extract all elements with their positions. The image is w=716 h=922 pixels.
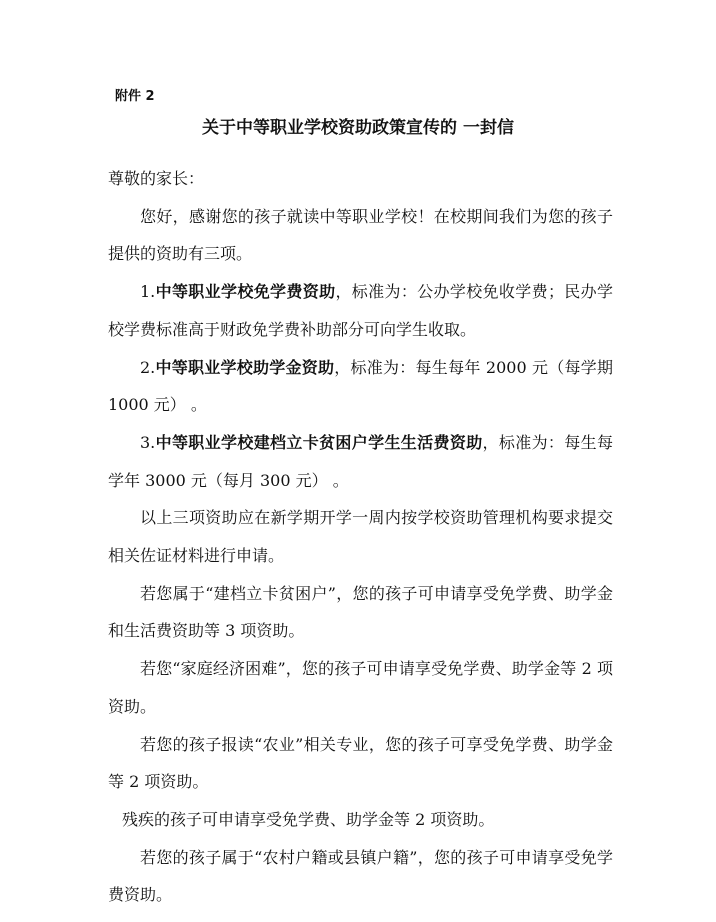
aid-item-1 bbox=[108, 273, 613, 348]
aid-item-name: 中等职业学校免学费资助 bbox=[155, 282, 336, 302]
aid-item-3 bbox=[108, 424, 613, 499]
aid-item-number: 2. bbox=[140, 357, 156, 377]
rural-household-paragraph: 若您的孩子属于“农村户籍或县镇户籍”，您的孩子可申请享受免学费资助。 bbox=[108, 847, 613, 905]
aid-item-name: 中等职业学校建档立卡贫困户学生生活费资助 bbox=[155, 432, 483, 452]
application-paragraph: 以上三项资助应在新学期开学一周内按学校资助管理机构要求提交相关佐证材料进行申请。 bbox=[108, 508, 613, 566]
financial-difficulty-paragraph: 若您“家庭经济困难”，您的孩子可申请享受免学费、助学金等 2 项资助。 bbox=[108, 659, 613, 716]
aid-item-2 bbox=[108, 349, 613, 424]
intro-paragraph: 您好，感谢您的孩子就读中等职业学校！在校期间我们为您的孩子提供的资助有三项。 bbox=[108, 206, 613, 264]
agriculture-paragraph: 若您的孩子报读“农业”相关专业，您的孩子可享受免学费、助学金等 2 项资助。 bbox=[108, 734, 613, 792]
aid-item-number: 1. bbox=[140, 282, 156, 302]
aid-item-text: ，标准为：公办学校免收学费；民办学校学费标准高于财政免学费补助部分可向学生收取。 bbox=[108, 282, 613, 339]
aid-item-number: 3. bbox=[140, 432, 156, 452]
aid-item-text: ，标准为：每生每学年 3000 元（每月 300 元） 。 bbox=[108, 432, 613, 490]
salutation: 尊敬的家长： bbox=[108, 169, 205, 188]
document-title: 关于中等职业学校资助政策宣传的 一封信 bbox=[202, 118, 514, 138]
poverty-household-paragraph: 若您属于“建档立卡贫困户”，您的孩子可申请享受免学费、助学金和生活费资助等 3 项资助。 bbox=[108, 583, 613, 641]
attachment-label: 附件 2 bbox=[115, 89, 155, 104]
letter-body bbox=[108, 160, 613, 914]
aid-item-text: ，标准为：每生每年 2000 元（每学期 1000 元） 。 bbox=[108, 357, 613, 415]
aid-item-name: 中等职业学校助学金资助 bbox=[155, 357, 335, 377]
disabled-student-paragraph: 残疾的孩子可申请享受免学费、助学金等 2 项资助。 bbox=[122, 809, 495, 829]
